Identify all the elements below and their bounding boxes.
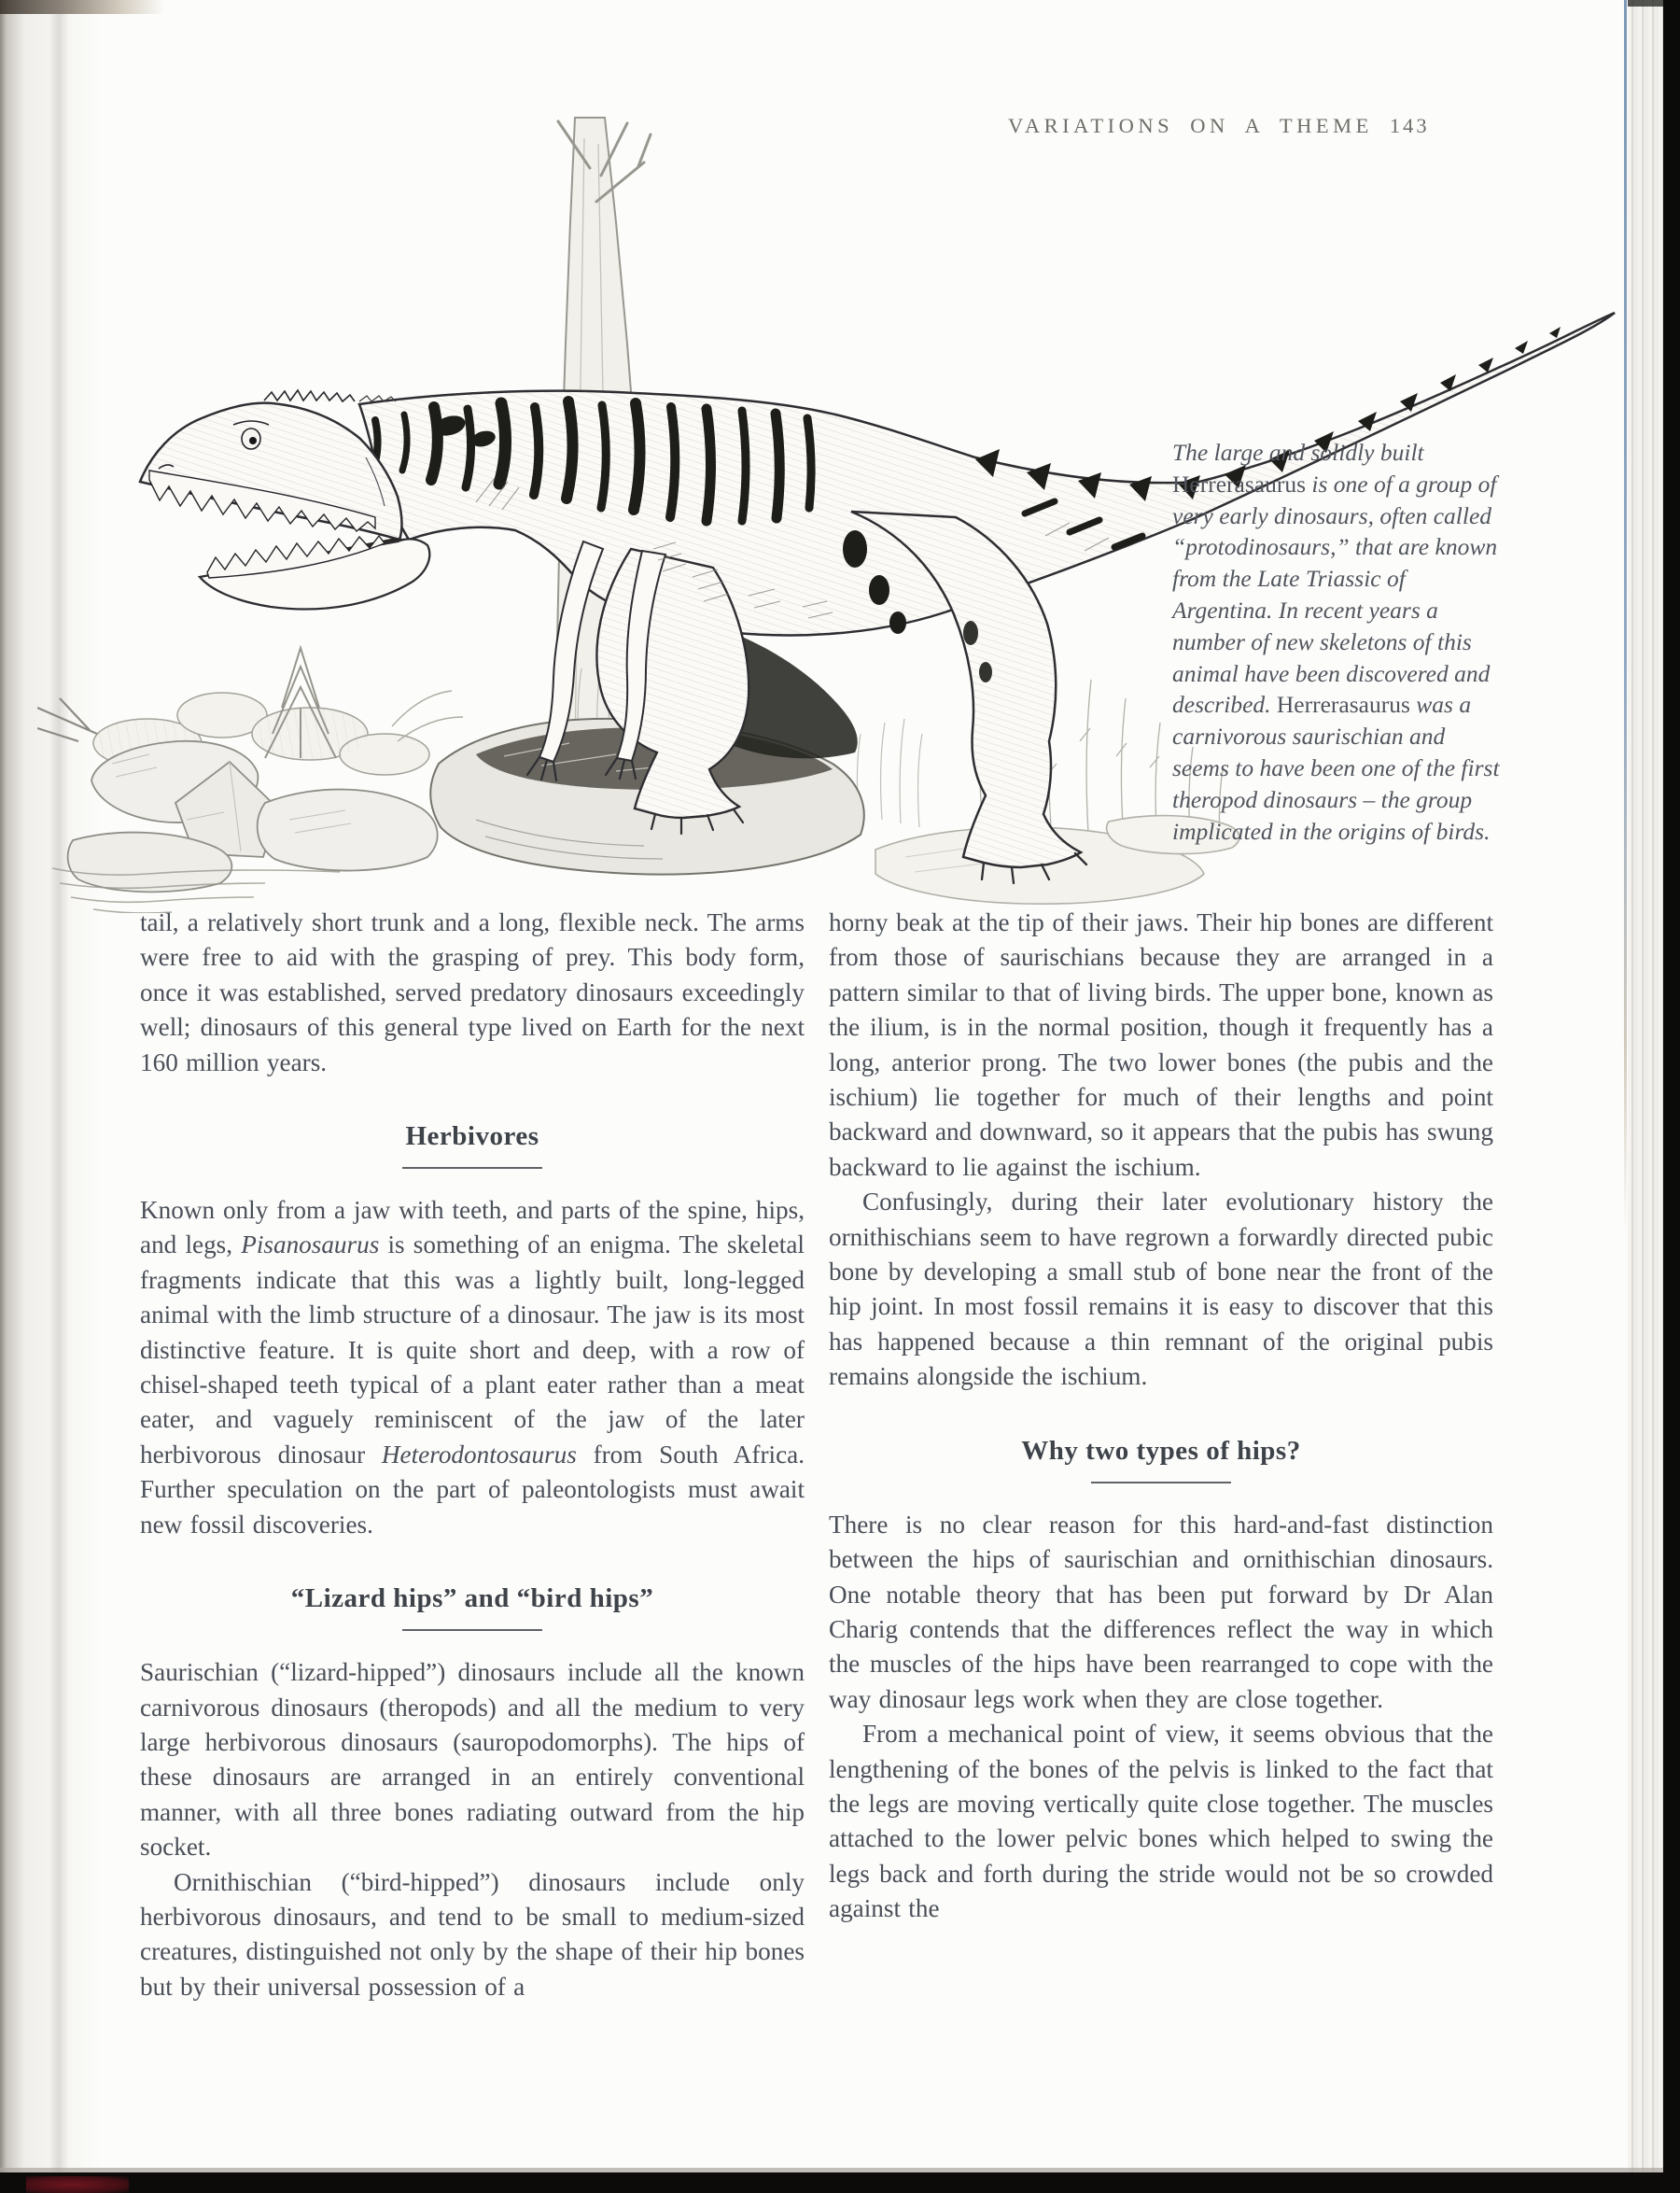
body-paragraph: Ornithischian (“bird-hipped”) dinosaurs include only herbivorous dinosaurs, and tend to be small to medium-sized creatures, distinguished not only by the shape of their hip bones but by their universal possession of a <box>140 1867 805 2001</box>
body-paragraph <box>140 1193 805 1542</box>
fern-fronds <box>392 691 463 741</box>
scan-corner-smudge <box>0 0 201 14</box>
body-paragraph: tail, a relatively short trunk and a long, flexible neck. The arms were free to aid with the grasping of prey. This body form, once it was established, served predatory dinosaurs exceedingly well; dinosaurs of this general type lived on Earth for the next 160 million years. <box>140 908 805 1076</box>
body-paragraph: horny beak at the tip of their jaws. Their hip bones are different from those of saurischians because they are arranged in a pattern similar to that of living birds. The upper bone, known as the ilium, is in the normal position, though it frequently has a long, anterior prong. The two lower bones (the pubis and the ischium) lie together for much of their lengths and point backward and downward, so it appears that the pubis has swung backward to lie against the ischium. <box>829 908 1493 1181</box>
body-paragraph: Saurischian (“lizard-hipped”) dinosaurs include all the known carnivorous dinosaurs (theropods) and all the medium to very large herbivorous dinosaurs (sauropodomorphs). The hips of these dinosaurs are arranged in an entirely conventional manner, with all three bones radiating outward from the hip socket. <box>140 1658 805 1862</box>
section-heading-herbivores: Herbivores <box>405 1121 539 1152</box>
book-page-edges <box>1628 0 1663 2193</box>
genus-name: Pisanosaurus <box>241 1230 380 1259</box>
fallen-twig <box>37 698 97 741</box>
paragraph-text: is something of an enigma. The skeletal fragments indicate that this was a lightly built, long-legged animal with the limb structure of a dinosaur. The jaw is its most distinctive feature. It is quite short and deep, with a row of chisel-shaped teeth typical of a plant eater rather than a meat eater, and vaguely reminiscent of the jaw of the later herbivorous dinosaur <box>140 1230 805 1469</box>
head-crest <box>264 390 355 401</box>
heading-rule <box>402 1167 542 1169</box>
page-number: 143 <box>1389 114 1430 137</box>
figure-caption <box>1172 437 1503 847</box>
scanner-background-bottom <box>0 2172 1680 2193</box>
text-column-right <box>829 906 1493 1927</box>
body-paragraph: There is no clear reason for this hard-and-fast distinction between the hips of saurischian and ornithischian dinosaurs. One notable theory that has been put forward by Dr Alan Charig contends that the differences reflect the way in which the muscles of the hips have been rearranged to cope with the way dinosaur legs work when they are close together. <box>829 1510 1493 1713</box>
section-heading-why-two-hips: Why two types of hips? <box>1021 1435 1301 1466</box>
text-column-left <box>140 906 805 2004</box>
body-paragraph: Confusingly, during their later evolutionary history the ornithischians seem to have regrown a forwardly directed pubic bone by developing a small stub of bone near the front of the hip joint. In most fossil remains it is easy to discover that this has happened because a thin remnant of the original pubis remains alongside the ischium. <box>829 1188 1493 1391</box>
scanner-background-right <box>1663 0 1680 2193</box>
genus-name: Herrerasaurus <box>1276 691 1410 719</box>
pupil <box>249 437 257 444</box>
heading-rule <box>402 1629 542 1631</box>
paragraph-text: from South Africa. Further speculation on the part of paleontologists must await new fossil discoveries. <box>140 1440 805 1539</box>
body-paragraph: From a mechanical point of view, it seems obvious that the lengthening of the bones of the pelvis is linked to the fact that the legs are moving vertically quite close together. The muscles attached to the lower pelvic bones which helped to swing the legs back and forth during the stride would not be so crowded against the <box>829 1720 1493 1923</box>
caption-text: The large and solidly built <box>1172 439 1424 466</box>
running-head-title: VARIATIONS ON A THEME <box>1008 114 1373 137</box>
section-heading-lizard-bird-hips: “Lizard hips” and “bird hips” <box>290 1583 654 1614</box>
genus-name: Herrerasaurus <box>1172 470 1307 498</box>
book-cover-sliver <box>26 2176 129 2193</box>
paragraph-text: Known only from a jaw with teeth, and parts of the spine, hips, and legs, <box>140 1196 805 1259</box>
genus-name: Heterodontosaurus <box>381 1440 577 1469</box>
caption-text: is one of a group of very early dinosaurs, often called “protodinosaurs,” that are known from the Late Triassic of Argentina. In recent years a number of new skeletons of this animal have been discovered and described. <box>1172 470 1498 719</box>
caption-text: was a carnivorous saurischian and seems to have been one of the first theropod dinosaurs – the group implicated in the origins of birds. <box>1172 691 1500 845</box>
page-edge-blue-line <box>1624 0 1627 1232</box>
heading-rule <box>1091 1482 1231 1483</box>
